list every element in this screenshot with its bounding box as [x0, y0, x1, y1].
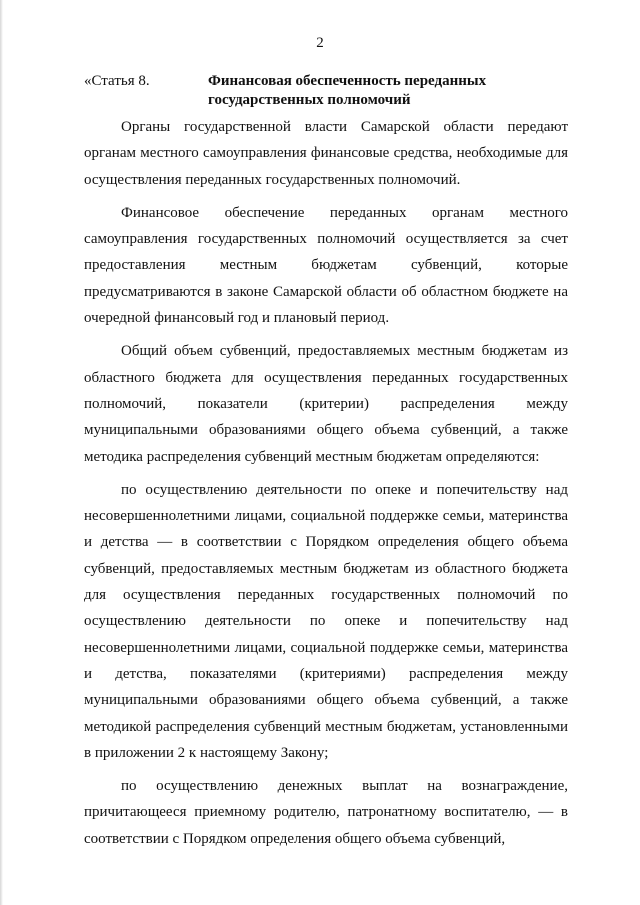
page-number: 2 [316, 35, 324, 51]
article-title: Финансовая обеспеченность переданных государственных полномочий [208, 73, 487, 108]
paragraph: по осуществлению денежных выплат на вознаграждение, причитающееся приемному родителю, патронатному воспитателю, — в соответствии с Порядком определения общего объема субвенций, [84, 778, 568, 847]
article-body [84, 114, 568, 852]
paragraph: Органы государственной власти Самарской области передают органам местного самоуправления финансовые средства, необходимые для осуществления переданных государственных полномочий. [84, 119, 568, 188]
paragraph: Общий объем субвенций, предоставляемых местным бюджетам из областного бюджета для осуществления переданных государственных полномочий, показатели (критерии) распределения между муниципальными образованиями общего объема субвенций, а также методика распределения субвенций местным бюджетам определяются: [84, 343, 568, 465]
article-label: «Статья 8. [84, 73, 150, 89]
paragraph: Финансовое обеспечение переданных органам местного самоуправления государственных полномочий осуществляется за счет предоставления местным бюджетам субвенций, которые предусматриваются в законе Самарской области об областном бюджете на очередной финансовый год и плановый период. [84, 204, 568, 327]
paragraph: по осуществлению деятельности по опеке и попечительству над несовершеннолетними лицами, социальной поддержке семьи, материнства и детства — в соответствии с Порядком определения общего объема субвенций, предоставляемых местным бюджетам из областного бюджета для осуществления переданных государственных полномочий по осуществлению деятельности по опеке и попечительству над несовершеннолетними лицами, социальной поддержке семьи, материнства и детства, показателями (критериями) распределения между муниципальными образованиями общего объема субвенций, а также методикой распределения субвенций местным бюджетам, установленными в приложении 2 к настоящему Закону; [84, 481, 568, 761]
scan-edge [0, 0, 3, 905]
article-heading [84, 72, 574, 110]
